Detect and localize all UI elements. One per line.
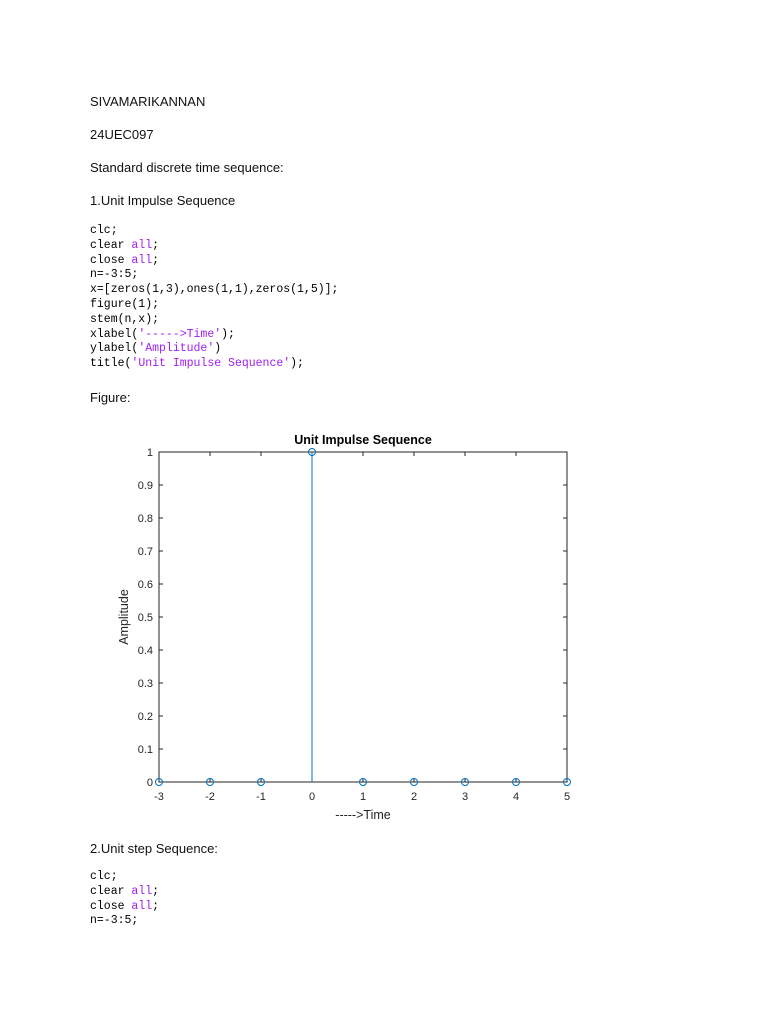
x-tick-label: -3 xyxy=(154,791,164,803)
x-axis-label: ----->Time xyxy=(335,808,391,822)
y-tick-label: 0.8 xyxy=(137,513,153,525)
x-tick-label: 0 xyxy=(308,791,316,803)
code-line xyxy=(90,254,338,269)
author-name: SIVAMARIKANNAN xyxy=(90,94,206,109)
code-token: clear xyxy=(90,884,132,898)
code-line xyxy=(90,239,338,254)
code-block-impulse xyxy=(90,224,338,372)
impulse-stem-chart xyxy=(105,425,585,830)
code-line xyxy=(90,342,338,357)
code-string: 'Amplitude' xyxy=(138,342,215,356)
code-token: ); xyxy=(221,327,235,341)
code-token: n=-3:5; xyxy=(90,268,139,282)
x-tick-label: -1 xyxy=(256,791,266,803)
code-token: n=-3:5; xyxy=(90,914,139,928)
y-tick-label: 0.5 xyxy=(137,612,153,624)
code-line xyxy=(90,870,159,885)
code-string: 'Unit Impulse Sequence' xyxy=(131,357,291,371)
code-token: ); xyxy=(290,357,304,371)
code-line xyxy=(90,900,159,915)
code-string: '----->Time' xyxy=(138,327,222,341)
code-line xyxy=(90,885,159,900)
code-string: all xyxy=(131,253,153,267)
y-tick-label: 0.2 xyxy=(137,711,153,723)
code-token: ylabel( xyxy=(90,342,139,356)
code-token: close xyxy=(90,253,132,267)
code-line xyxy=(90,914,159,929)
plot-area xyxy=(159,452,567,782)
section-heading: Standard discrete time sequence: xyxy=(90,160,284,175)
figure-label: Figure: xyxy=(90,390,131,405)
code-token: ; xyxy=(152,899,160,913)
code-line xyxy=(90,298,338,313)
roll-number: 24UEC097 xyxy=(90,127,154,142)
x-tick-label: 2 xyxy=(410,791,418,803)
code-token: title( xyxy=(90,357,132,371)
code-token: ; xyxy=(152,253,160,267)
code-token: clear xyxy=(90,238,132,252)
y-tick-label: 0.6 xyxy=(137,579,153,591)
section1-title: 1.Unit Impulse Sequence xyxy=(90,193,236,208)
x-tick-label: 3 xyxy=(461,791,469,803)
code-token: ) xyxy=(214,342,222,356)
code-string: all xyxy=(131,884,153,898)
code-line xyxy=(90,224,338,239)
x-tick-label: 4 xyxy=(512,791,520,803)
y-tick-label: 0.9 xyxy=(137,480,153,492)
code-token: ; xyxy=(152,238,160,252)
code-string: all xyxy=(131,238,153,252)
code-line xyxy=(90,283,338,298)
x-tick-label: 1 xyxy=(359,791,367,803)
section2-title: 2.Unit step Sequence: xyxy=(90,841,218,856)
code-line xyxy=(90,328,338,343)
code-token: clc; xyxy=(90,224,118,237)
chart-title: Unit Impulse Sequence xyxy=(294,433,432,447)
code-token: xlabel( xyxy=(90,327,139,341)
y-tick-label: 0.4 xyxy=(137,645,153,657)
y-tick-label: 1 xyxy=(146,447,153,459)
code-line xyxy=(90,268,338,283)
code-token: figure(1); xyxy=(90,297,160,311)
x-tick-label: 5 xyxy=(563,791,571,803)
code-string: all xyxy=(131,899,153,913)
code-token: close xyxy=(90,899,132,913)
code-block-step xyxy=(90,870,159,929)
code-token: x=[zeros(1,3),ones(1,1),zeros(1,5)]; xyxy=(90,283,339,297)
code-token: clc; xyxy=(90,870,118,883)
y-tick-label: 0.7 xyxy=(137,546,153,558)
y-tick-label: 0.1 xyxy=(137,744,153,756)
code-line xyxy=(90,357,338,372)
y-tick-label: 0.3 xyxy=(137,678,153,690)
code-line xyxy=(90,313,338,328)
x-tick-label: -2 xyxy=(205,791,215,803)
y-axis-label: Amplitude xyxy=(117,589,131,645)
y-tick-label: 0 xyxy=(146,777,153,789)
code-token: stem(n,x); xyxy=(90,312,160,326)
code-token: ; xyxy=(152,884,160,898)
